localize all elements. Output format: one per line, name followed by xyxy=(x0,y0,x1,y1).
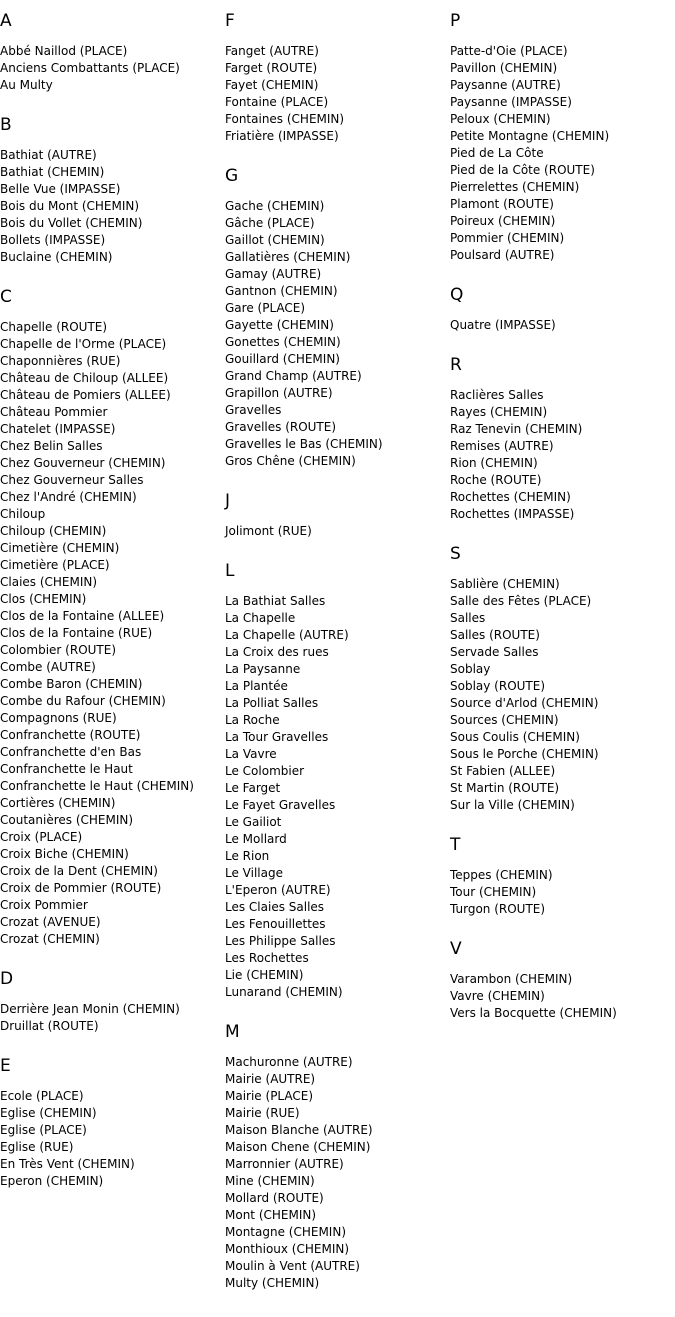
street-name: Fayet (CHEMIN) xyxy=(225,78,319,92)
street-name: Sous le Porche (CHEMIN) xyxy=(450,747,599,761)
street-name: Gaillot (CHEMIN) xyxy=(225,233,325,247)
street-name: Machuronne (AUTRE) xyxy=(225,1055,353,1069)
letter-section xyxy=(225,164,447,470)
street-name: Raclières Salles xyxy=(450,388,544,402)
section-letter-heading: B xyxy=(0,115,12,135)
street-name: Vavre (CHEMIN) xyxy=(450,989,545,1003)
street-name: Crozat (CHEMIN) xyxy=(0,932,100,946)
street-name: La Plantée xyxy=(225,679,288,693)
street-name: Vers la Bocquette (CHEMIN) xyxy=(450,1006,617,1020)
street-name: Pied de la Côte (ROUTE) xyxy=(450,163,595,177)
street-name: Paysanne (IMPASSE) xyxy=(450,95,572,109)
street-name: Marronnier (AUTRE) xyxy=(225,1157,344,1171)
street-name: Belle Vue (IMPASSE) xyxy=(0,182,121,196)
street-name: En Très Vent (CHEMIN) xyxy=(0,1157,135,1171)
street-name: Gravelles le Bas (CHEMIN) xyxy=(225,437,383,451)
street-name: Cimetière (CHEMIN) xyxy=(0,541,120,555)
street-name: La Polliat Salles xyxy=(225,696,319,710)
street-name: Pied de La Côte xyxy=(450,146,544,160)
street-name: Soblay (ROUTE) xyxy=(450,679,546,693)
street-name: Anciens Combattants (PLACE) xyxy=(0,61,180,75)
street-name: Farget (ROUTE) xyxy=(225,61,318,75)
street-name: Rochettes (IMPASSE) xyxy=(450,507,575,521)
section-letter-heading: G xyxy=(225,166,239,186)
section-letter-heading: E xyxy=(0,1056,11,1076)
street-name: Chapelle de l'Orme (PLACE) xyxy=(0,337,167,351)
street-name: Confranchette le Haut xyxy=(0,762,133,776)
street-name: Croix de Pommier (ROUTE) xyxy=(0,881,162,895)
street-name: Le Village xyxy=(225,866,283,880)
letter-section xyxy=(450,542,672,814)
street-name: Eglise (RUE) xyxy=(0,1140,74,1154)
street-name: Clos (CHEMIN) xyxy=(0,592,87,606)
street-name: Bois du Mont (CHEMIN) xyxy=(0,199,140,213)
street-name: L'Eperon (AUTRE) xyxy=(225,883,331,897)
street-name: La Tour Gravelles xyxy=(225,730,329,744)
street-name: Gache (CHEMIN) xyxy=(225,199,325,213)
section-letter-heading: P xyxy=(450,11,461,31)
street-name: Moulin à Vent (AUTRE) xyxy=(225,1259,360,1273)
street-name: Bathiat (CHEMIN) xyxy=(0,165,105,179)
street-name: Rochettes (CHEMIN) xyxy=(450,490,571,504)
street-name: Eglise (PLACE) xyxy=(0,1123,87,1137)
street-name: Fontaine (PLACE) xyxy=(225,95,329,109)
street-name: Mairie (RUE) xyxy=(225,1106,300,1120)
street-name: Servade Salles xyxy=(450,645,539,659)
street-name: La Paysanne xyxy=(225,662,301,676)
street-name: Coutanières (CHEMIN) xyxy=(0,813,134,827)
street-name: Friatière (IMPASSE) xyxy=(225,129,339,143)
street-name: Sur la Ville (CHEMIN) xyxy=(450,798,575,812)
street-name: Chiloup (CHEMIN) xyxy=(0,524,107,538)
street-name: Lie (CHEMIN) xyxy=(225,968,304,982)
street-name: Chiloup xyxy=(0,507,46,521)
street-name: Paysanne (AUTRE) xyxy=(450,78,561,92)
street-name: Clos de la Fontaine (ALLEE) xyxy=(0,609,165,623)
street-name: La Bathiat Salles xyxy=(225,594,326,608)
street-name: Claies (CHEMIN) xyxy=(0,575,98,589)
street-name: Gouillard (CHEMIN) xyxy=(225,352,340,366)
street-name: Confranchette (ROUTE) xyxy=(0,728,141,742)
street-name: Crozat (AVENUE) xyxy=(0,915,101,929)
street-name: Salles xyxy=(450,611,486,625)
street-name: Gonettes (CHEMIN) xyxy=(225,335,341,349)
street-name: Le Colombier xyxy=(225,764,305,778)
street-name: Les Fenouillettes xyxy=(225,917,326,931)
street-name: Poireux (CHEMIN) xyxy=(450,214,556,228)
street-name: Croix Pommier xyxy=(0,898,88,912)
street-name: Multy (CHEMIN) xyxy=(225,1276,320,1290)
street-name: La Chapelle (AUTRE) xyxy=(225,628,349,642)
street-name: Rion (CHEMIN) xyxy=(450,456,538,470)
street-name: Les Philippe Salles xyxy=(225,934,336,948)
street-name: La Croix des rues xyxy=(225,645,329,659)
street-name: Remises (AUTRE) xyxy=(450,439,554,453)
street-name: Confranchette d'en Bas xyxy=(0,745,142,759)
section-letter-heading: F xyxy=(225,11,235,31)
street-name: Fontaines (CHEMIN) xyxy=(225,112,345,126)
letter-section xyxy=(225,1020,447,1292)
letter-section xyxy=(225,559,447,1001)
section-letter-heading: T xyxy=(450,835,461,855)
column-1 xyxy=(0,9,222,1209)
street-name: Varambon (CHEMIN) xyxy=(450,972,573,986)
street-name: Lunarand (CHEMIN) xyxy=(225,985,343,999)
street-name: Combe Baron (CHEMIN) xyxy=(0,677,143,691)
street-name: Chaponnières (RUE) xyxy=(0,354,121,368)
street-name: Les Rochettes xyxy=(225,951,309,965)
letter-section xyxy=(450,9,672,264)
street-name: Château de Pomiers (ALLEE) xyxy=(0,388,171,402)
street-name: Gamay (AUTRE) xyxy=(225,267,322,281)
street-name: Gayette (CHEMIN) xyxy=(225,318,334,332)
street-name: Sous Coulis (CHEMIN) xyxy=(450,730,580,744)
street-name: Bois du Vollet (CHEMIN) xyxy=(0,216,143,230)
street-name: Combe du Rafour (CHEMIN) xyxy=(0,694,166,708)
street-name: Source d'Arlod (CHEMIN) xyxy=(450,696,599,710)
street-name: Grand Champ (AUTRE) xyxy=(225,369,362,383)
street-name: Jolimont (RUE) xyxy=(225,524,312,538)
street-name: Tour (CHEMIN) xyxy=(450,885,537,899)
street-name: Sources (CHEMIN) xyxy=(450,713,559,727)
street-name: Montagne (CHEMIN) xyxy=(225,1225,346,1239)
street-name: Gâche (PLACE) xyxy=(225,216,315,230)
street-name: Raz Tenevin (CHEMIN) xyxy=(450,422,583,436)
section-letter-heading: R xyxy=(450,355,462,375)
street-name: Château Pommier xyxy=(0,405,108,419)
street-name: Monthioux (CHEMIN) xyxy=(225,1242,350,1256)
letter-section xyxy=(450,353,672,523)
street-name: Le Fayet Gravelles xyxy=(225,798,336,812)
street-name: Sablière (CHEMIN) xyxy=(450,577,560,591)
street-name: Bollets (IMPASSE) xyxy=(0,233,106,247)
street-name: La Vavre xyxy=(225,747,277,761)
column-3 xyxy=(450,9,672,1041)
street-name: Au Multy xyxy=(0,78,53,92)
street-name: Combe (AUTRE) xyxy=(0,660,96,674)
street-name: Gantnon (CHEMIN) xyxy=(225,284,338,298)
street-name: Cortières (CHEMIN) xyxy=(0,796,116,810)
street-name: Confranchette le Haut (CHEMIN) xyxy=(0,779,194,793)
street-name: Mine (CHEMIN) xyxy=(225,1174,315,1188)
street-name: Buclaine (CHEMIN) xyxy=(0,250,113,264)
street-name: Petite Montagne (CHEMIN) xyxy=(450,129,610,143)
section-letter-heading: J xyxy=(225,491,231,511)
street-name: Colombier (ROUTE) xyxy=(0,643,117,657)
street-name: Le Mollard xyxy=(225,832,287,846)
letter-section xyxy=(450,283,672,334)
street-name: Gare (PLACE) xyxy=(225,301,306,315)
street-name: Chez Gouverneur Salles xyxy=(0,473,144,487)
letter-section xyxy=(450,833,672,918)
section-letter-heading: L xyxy=(225,561,235,581)
street-name: Turgon (ROUTE) xyxy=(450,902,546,916)
letter-section xyxy=(0,1054,222,1190)
street-name: La Chapelle xyxy=(225,611,296,625)
street-name: Cimetière (PLACE) xyxy=(0,558,110,572)
street-name: Abbé Naillod (PLACE) xyxy=(0,44,128,58)
street-name: Eglise (CHEMIN) xyxy=(0,1106,97,1120)
letter-section xyxy=(225,9,447,145)
street-name: Maison Chene (CHEMIN) xyxy=(225,1140,371,1154)
section-letter-heading: V xyxy=(450,939,462,959)
street-name: Poulsard (AUTRE) xyxy=(450,248,555,262)
section-letter-heading: Q xyxy=(450,285,464,305)
street-name: Grapillon (AUTRE) xyxy=(225,386,333,400)
street-name: Soblay xyxy=(450,662,491,676)
street-name: Les Claies Salles xyxy=(225,900,325,914)
street-name: Maison Blanche (AUTRE) xyxy=(225,1123,373,1137)
street-name: Quatre (IMPASSE) xyxy=(450,318,556,332)
letter-section xyxy=(225,489,447,540)
street-name: Le Farget xyxy=(225,781,281,795)
street-name: Salles (ROUTE) xyxy=(450,628,540,642)
street-name: Mont (CHEMIN) xyxy=(225,1208,317,1222)
section-letter-heading: C xyxy=(0,287,12,307)
street-name: Le Gailiot xyxy=(225,815,282,829)
street-name: Teppes (CHEMIN) xyxy=(450,868,553,882)
street-name: Château de Chiloup (ALLEE) xyxy=(0,371,169,385)
street-name: Mairie (PLACE) xyxy=(225,1089,314,1103)
street-name: Fanget (AUTRE) xyxy=(225,44,319,58)
street-name: Gravelles (ROUTE) xyxy=(225,420,337,434)
column-2 xyxy=(225,9,447,1311)
street-name: Druillat (ROUTE) xyxy=(0,1019,99,1033)
street-name: Roche (ROUTE) xyxy=(450,473,542,487)
street-name: Bathiat (AUTRE) xyxy=(0,148,97,162)
street-name: Mairie (AUTRE) xyxy=(225,1072,316,1086)
street-name: Chatelet (IMPASSE) xyxy=(0,422,116,436)
street-name: Gravelles xyxy=(225,403,282,417)
street-name: Ecole (PLACE) xyxy=(0,1089,84,1103)
section-letter-heading: S xyxy=(450,544,461,564)
letter-section xyxy=(0,285,222,948)
letter-section xyxy=(0,113,222,266)
street-name: Salle des Fêtes (PLACE) xyxy=(450,594,592,608)
street-name: Le Rion xyxy=(225,849,270,863)
street-name: Chez l'André (CHEMIN) xyxy=(0,490,137,504)
street-name: Compagnons (RUE) xyxy=(0,711,117,725)
street-name: Croix de la Dent (CHEMIN) xyxy=(0,864,158,878)
street-name: Patte-d'Oie (PLACE) xyxy=(450,44,568,58)
section-letter-heading: D xyxy=(0,969,14,989)
street-name: Pavillon (CHEMIN) xyxy=(450,61,558,75)
letter-section xyxy=(450,937,672,1022)
street-name: Pierrelettes (CHEMIN) xyxy=(450,180,580,194)
street-name: Gallatières (CHEMIN) xyxy=(225,250,351,264)
street-name: Chapelle (ROUTE) xyxy=(0,320,108,334)
street-name: La Roche xyxy=(225,713,280,727)
street-name: Mollard (ROUTE) xyxy=(225,1191,324,1205)
street-name: Rayes (CHEMIN) xyxy=(450,405,548,419)
street-name: Peloux (CHEMIN) xyxy=(450,112,551,126)
section-letter-heading: M xyxy=(225,1022,240,1042)
street-name: St Martin (ROUTE) xyxy=(450,781,560,795)
section-letter-heading: A xyxy=(0,11,12,31)
street-name: Croix (PLACE) xyxy=(0,830,83,844)
street-name: Derrière Jean Monin (CHEMIN) xyxy=(0,1002,180,1016)
letter-section xyxy=(0,967,222,1035)
street-name: Croix Biche (CHEMIN) xyxy=(0,847,129,861)
street-name: Pommier (CHEMIN) xyxy=(450,231,565,245)
street-name: Clos de la Fontaine (RUE) xyxy=(0,626,153,640)
street-name: Eperon (CHEMIN) xyxy=(0,1174,104,1188)
letter-section xyxy=(0,9,222,94)
street-name: Chez Belin Salles xyxy=(0,439,103,453)
street-name: Chez Gouverneur (CHEMIN) xyxy=(0,456,166,470)
street-name: St Fabien (ALLEE) xyxy=(450,764,556,778)
street-name: Gros Chêne (CHEMIN) xyxy=(225,454,356,468)
street-name: Plamont (ROUTE) xyxy=(450,197,554,211)
